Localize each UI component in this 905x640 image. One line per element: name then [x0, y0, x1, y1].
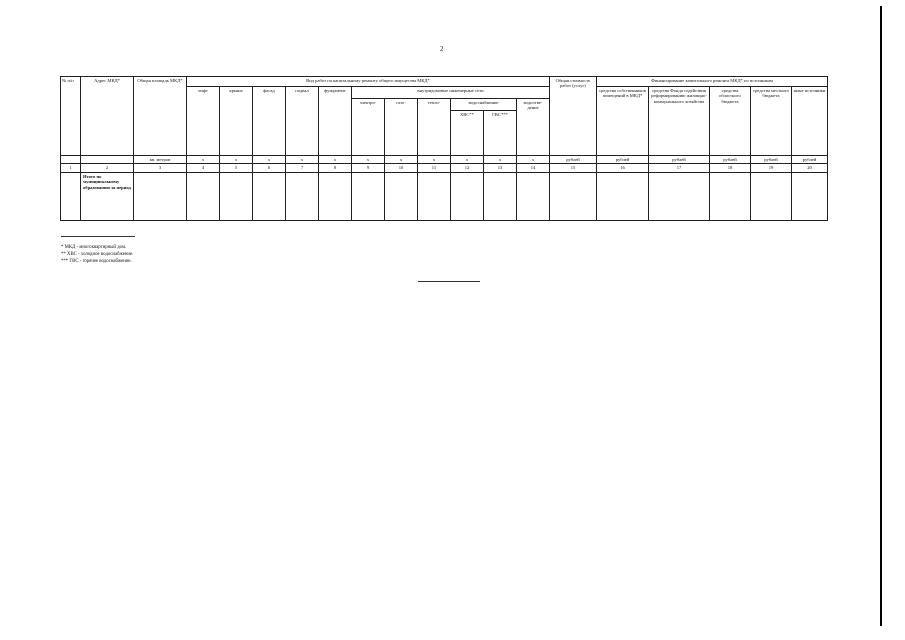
header-no: № п/п: [61, 77, 81, 156]
unit-cell: х: [451, 156, 484, 164]
column-number: 11: [418, 164, 451, 172]
total-cell: [61, 172, 81, 220]
column-number: 20: [792, 164, 828, 172]
header-electro: электро-: [352, 99, 385, 156]
total-cell: [187, 172, 220, 220]
total-cell: [517, 172, 550, 220]
column-number: 1: [61, 164, 81, 172]
header-water-group: водоснабжение: [451, 99, 517, 111]
header-regional-budget: средства областного бюджета: [710, 87, 751, 156]
unit-cell: рублей: [597, 156, 649, 164]
column-number: 15: [550, 164, 597, 172]
header-works-group: Вид работ по капитальному ремонту общего имущества МКД*: [187, 77, 550, 87]
total-cell: [134, 172, 187, 220]
header-address: Адрес МКД*: [81, 77, 134, 156]
column-number: 5: [220, 164, 253, 172]
column-number: 14: [517, 164, 550, 172]
header-fund-funds: средства Фонда содействия реформированию жилищно-коммунального хозяйства: [649, 87, 710, 156]
column-number: 18: [710, 164, 751, 172]
unit-cell: х: [253, 156, 286, 164]
column-number: 13: [484, 164, 517, 172]
header-hot-water: ГВС***: [484, 111, 517, 156]
total-cell: [220, 172, 253, 220]
column-number: 9: [352, 164, 385, 172]
total-cell: [385, 172, 418, 220]
unit-cell: рублей: [751, 156, 792, 164]
total-cell: [751, 172, 792, 220]
unit-cell: х: [484, 156, 517, 164]
footnote-gvs: *** ГВС - горячее водоснабжение.: [61, 259, 132, 265]
header-gas: газо-: [385, 99, 418, 156]
unit-cell: х: [352, 156, 385, 164]
unit-cell: х: [220, 156, 253, 164]
header-lift: лифт: [187, 87, 220, 156]
header-facade: фасад: [253, 87, 286, 156]
total-cell: [792, 172, 828, 220]
unit-cell: кв. метров: [134, 156, 187, 164]
header-utility-group: внутридомовые инженерные сети: [352, 87, 550, 99]
header-foundation: фундамент: [319, 87, 352, 156]
unit-cell: рублей: [550, 156, 597, 164]
header-roof: крыша: [220, 87, 253, 156]
footnote-mkd: * МКД - многоквартирный дом.: [61, 245, 127, 250]
column-number: 8: [319, 164, 352, 172]
total-cell: [418, 172, 451, 220]
header-area: Общая площадь МКД*: [134, 77, 187, 156]
header-heat: тепло-: [418, 99, 451, 156]
total-cell: [484, 172, 517, 220]
column-number: 3: [134, 164, 187, 172]
unit-cell: рублей: [710, 156, 751, 164]
total-cell: [597, 172, 649, 220]
header-drainage: водоотве-дение: [517, 99, 550, 156]
unit-cell: х: [385, 156, 418, 164]
column-number: 19: [751, 164, 792, 172]
total-cell: [550, 172, 597, 220]
total-cell: [319, 172, 352, 220]
unit-cell: х: [517, 156, 550, 164]
total-cell: [253, 172, 286, 220]
unit-cell: х: [286, 156, 319, 164]
total-cell: [286, 172, 319, 220]
header-other-sources: иные источники: [792, 87, 828, 156]
unit-cell-empty: [61, 156, 81, 164]
column-number: 10: [385, 164, 418, 172]
column-number: 6: [253, 164, 286, 172]
unit-cell: рублей: [792, 156, 828, 164]
unit-cell: х: [319, 156, 352, 164]
column-number: 4: [187, 164, 220, 172]
total-cell: [451, 172, 484, 220]
column-number: 12: [451, 164, 484, 172]
end-of-document-rule: [418, 281, 480, 282]
column-number: 7: [286, 164, 319, 172]
total-row-label: Итого по муниципальному образованию за период: [81, 172, 134, 220]
total-cell: [649, 172, 710, 220]
header-owners-funds: средства собственников помещений в МКД*: [597, 87, 649, 156]
header-cold-water: ХВС**: [451, 111, 484, 156]
footnotes: [61, 236, 133, 266]
column-number: 16: [597, 164, 649, 172]
capital-repair-table: [60, 76, 828, 221]
header-total-cost: Общая стоимость работ (услуг): [550, 77, 597, 156]
page-number: 2: [440, 45, 444, 53]
unit-cell: рублей: [649, 156, 710, 164]
header-funding-group: Финансирование капитального ремонта МКД* по источникам: [597, 77, 828, 87]
total-cell: [710, 172, 751, 220]
footnote-hvs: ** ХВС - холодное водоснабжение.: [61, 252, 134, 258]
column-number: 17: [649, 164, 710, 172]
unit-cell-empty: [81, 156, 134, 164]
column-number: 2: [81, 164, 134, 172]
unit-cell: х: [418, 156, 451, 164]
header-basement: подвал: [286, 87, 319, 156]
header-local-budget: средства местного бюджета: [751, 87, 792, 156]
total-cell: [352, 172, 385, 220]
unit-cell: х: [187, 156, 220, 164]
scan-edge-line: [880, 6, 882, 626]
